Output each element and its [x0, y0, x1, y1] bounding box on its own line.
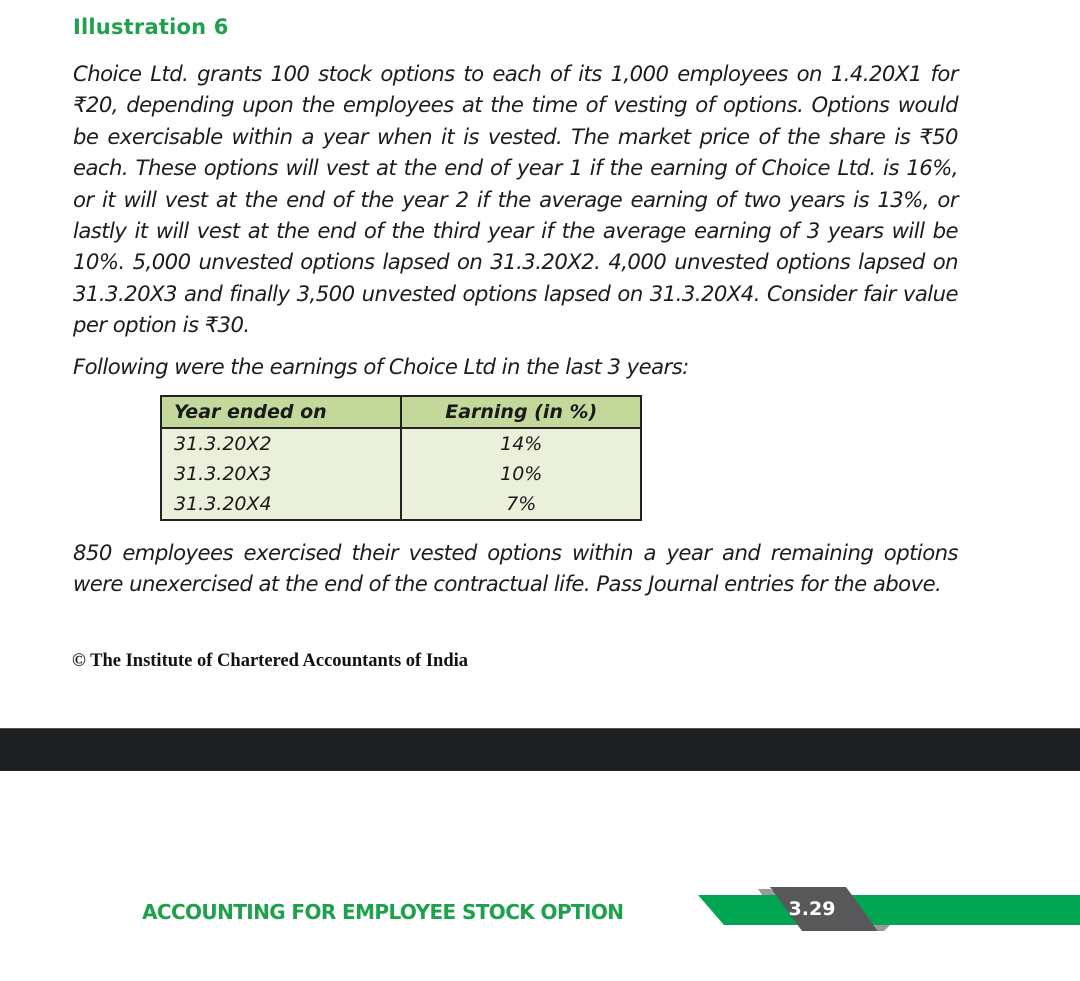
page-number: 3.29 [788, 898, 836, 920]
copyright-notice: © The Institute of Chartered Accountants of India [72, 651, 469, 671]
earnings-table [160, 395, 642, 521]
earning-cell: 10% [401, 459, 641, 489]
earnings-intro-paragraph: Following were the earnings of Choice Ltd in the last 3 years: [73, 354, 689, 379]
column-header-year: Year ended on [161, 396, 401, 428]
table-row [161, 489, 641, 520]
page-separator-bar [0, 728, 1080, 771]
table-header-row [161, 396, 641, 428]
year-cell: 31.3.20X4 [161, 489, 401, 520]
table-row [161, 428, 641, 459]
earning-cell: 7% [401, 489, 641, 520]
year-cell: 31.3.20X2 [161, 428, 401, 459]
question-paragraph: 850 employees exercised their vested options within a year and remaining options were unexercised at the end of the contractual life. Pass Journal entries for the above. [73, 540, 958, 597]
column-header-earning: Earning (in %) [401, 396, 641, 428]
illustration-heading: Illustration 6 [73, 15, 229, 39]
table-row [161, 459, 641, 489]
year-cell: 31.3.20X3 [161, 459, 401, 489]
problem-paragraph: Choice Ltd. grants 100 stock options to each of its 1,000 employees on 1.4.20X1 for ₹20, depending upon the employees at the time of vesting of options. Options would be exercisable within a year when it is vested. The market price of the share is ₹50 each. These options will vest at the end of year 1 if the earning of Choice Ltd. is 16%, or it will vest at the end of the year 2 if the average earning of two years is 13%, or lastly it will vest at the end of the third year if the average earning of 3 years will be 10%. 5,000 unvested options lapsed on 31.3.20X2. 4,000 unvested options lapsed on 31.3.20X3 and finally 3,500 unvested options lapsed on 31.3.20X4. Consider fair value per option is ₹30. [73, 61, 958, 338]
ribbon-green-band [698, 895, 1080, 925]
chapter-title: ACCOUNTING FOR EMPLOYEE STOCK OPTION [142, 900, 624, 924]
page-number-ribbon [698, 885, 1080, 935]
earning-cell: 14% [401, 428, 641, 459]
